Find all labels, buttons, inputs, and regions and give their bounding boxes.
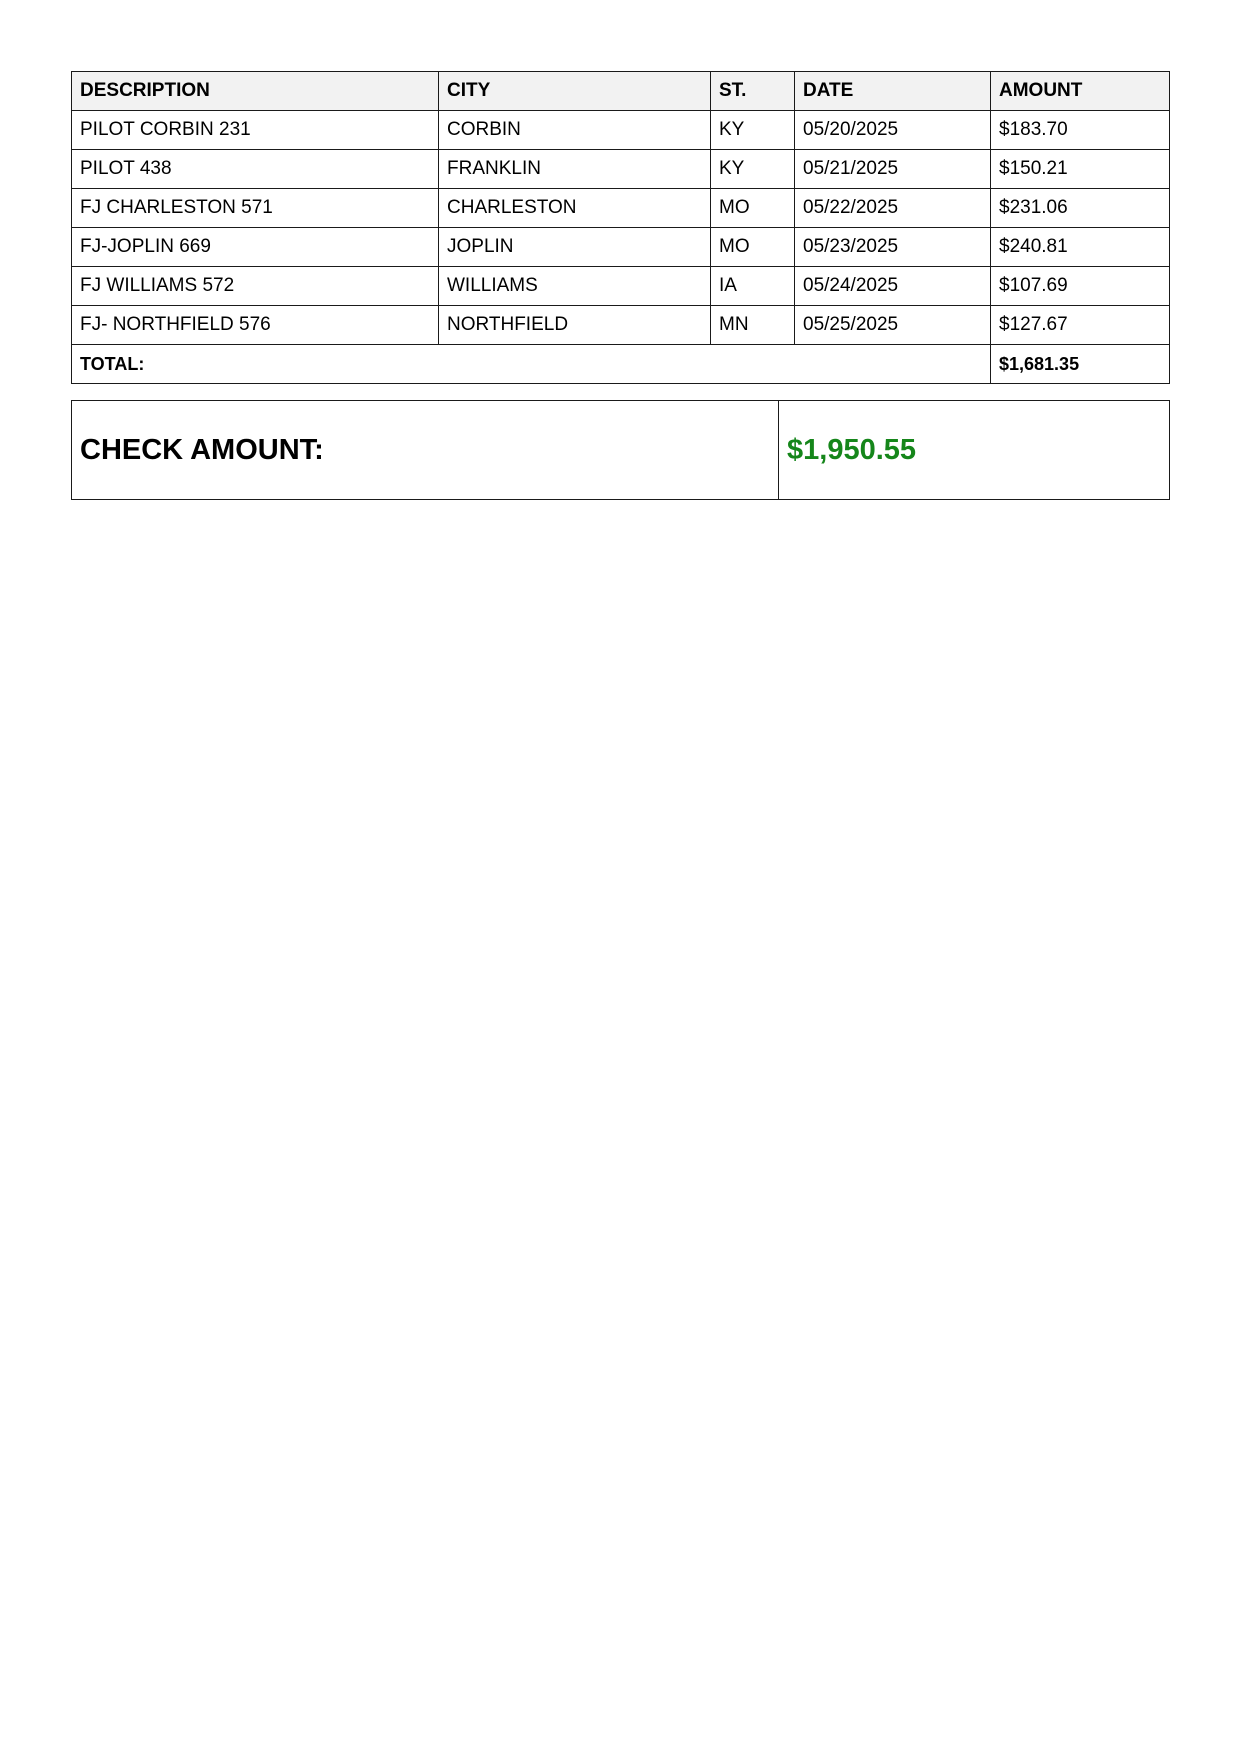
cell-amount: $150.21 bbox=[991, 150, 1170, 189]
table-row bbox=[72, 150, 1170, 189]
cell-amount: $231.06 bbox=[991, 189, 1170, 228]
cell-state: IA bbox=[711, 267, 795, 306]
cell-city: WILLIAMS bbox=[439, 267, 711, 306]
cell-state: KY bbox=[711, 111, 795, 150]
total-label: TOTAL: bbox=[72, 345, 991, 384]
cell-amount: $107.69 bbox=[991, 267, 1170, 306]
column-header-city: CITY bbox=[439, 72, 711, 111]
header-row bbox=[72, 72, 1170, 111]
cell-date: 05/22/2025 bbox=[795, 189, 991, 228]
cell-state: MN bbox=[711, 306, 795, 345]
cell-description: PILOT CORBIN 231 bbox=[72, 111, 439, 150]
cell-city: JOPLIN bbox=[439, 228, 711, 267]
column-header-description: DESCRIPTION bbox=[72, 72, 439, 111]
cell-description: PILOT 438 bbox=[72, 150, 439, 189]
cell-state: MO bbox=[711, 228, 795, 267]
cell-city: FRANKLIN bbox=[439, 150, 711, 189]
check-amount-label: CHECK AMOUNT: bbox=[72, 401, 779, 500]
cell-amount: $240.81 bbox=[991, 228, 1170, 267]
cell-description: FJ WILLIAMS 572 bbox=[72, 267, 439, 306]
table-row bbox=[72, 306, 1170, 345]
table-row bbox=[72, 189, 1170, 228]
cell-state: KY bbox=[711, 150, 795, 189]
cell-date: 05/21/2025 bbox=[795, 150, 991, 189]
check-amount-value: $1,950.55 bbox=[779, 401, 1170, 500]
cell-date: 05/20/2025 bbox=[795, 111, 991, 150]
table-row bbox=[72, 111, 1170, 150]
cell-amount: $127.67 bbox=[991, 306, 1170, 345]
check-amount-box bbox=[71, 400, 1170, 500]
cell-state: MO bbox=[711, 189, 795, 228]
document-page bbox=[71, 71, 1169, 500]
cell-city: CORBIN bbox=[439, 111, 711, 150]
table-row bbox=[72, 267, 1170, 306]
column-header-state: ST. bbox=[711, 72, 795, 111]
expense-table bbox=[71, 71, 1170, 384]
total-value: $1,681.35 bbox=[991, 345, 1170, 384]
cell-city: NORTHFIELD bbox=[439, 306, 711, 345]
total-row bbox=[72, 345, 1170, 384]
expense-table-header bbox=[72, 72, 1170, 111]
cell-description: FJ- NORTHFIELD 576 bbox=[72, 306, 439, 345]
check-amount-row bbox=[72, 401, 1170, 500]
cell-description: FJ CHARLESTON 571 bbox=[72, 189, 439, 228]
expense-table-body bbox=[72, 111, 1170, 384]
cell-date: 05/25/2025 bbox=[795, 306, 991, 345]
table-row bbox=[72, 228, 1170, 267]
cell-date: 05/23/2025 bbox=[795, 228, 991, 267]
cell-city: CHARLESTON bbox=[439, 189, 711, 228]
cell-description: FJ-JOPLIN 669 bbox=[72, 228, 439, 267]
column-header-amount: AMOUNT bbox=[991, 72, 1170, 111]
cell-date: 05/24/2025 bbox=[795, 267, 991, 306]
column-header-date: DATE bbox=[795, 72, 991, 111]
cell-amount: $183.70 bbox=[991, 111, 1170, 150]
